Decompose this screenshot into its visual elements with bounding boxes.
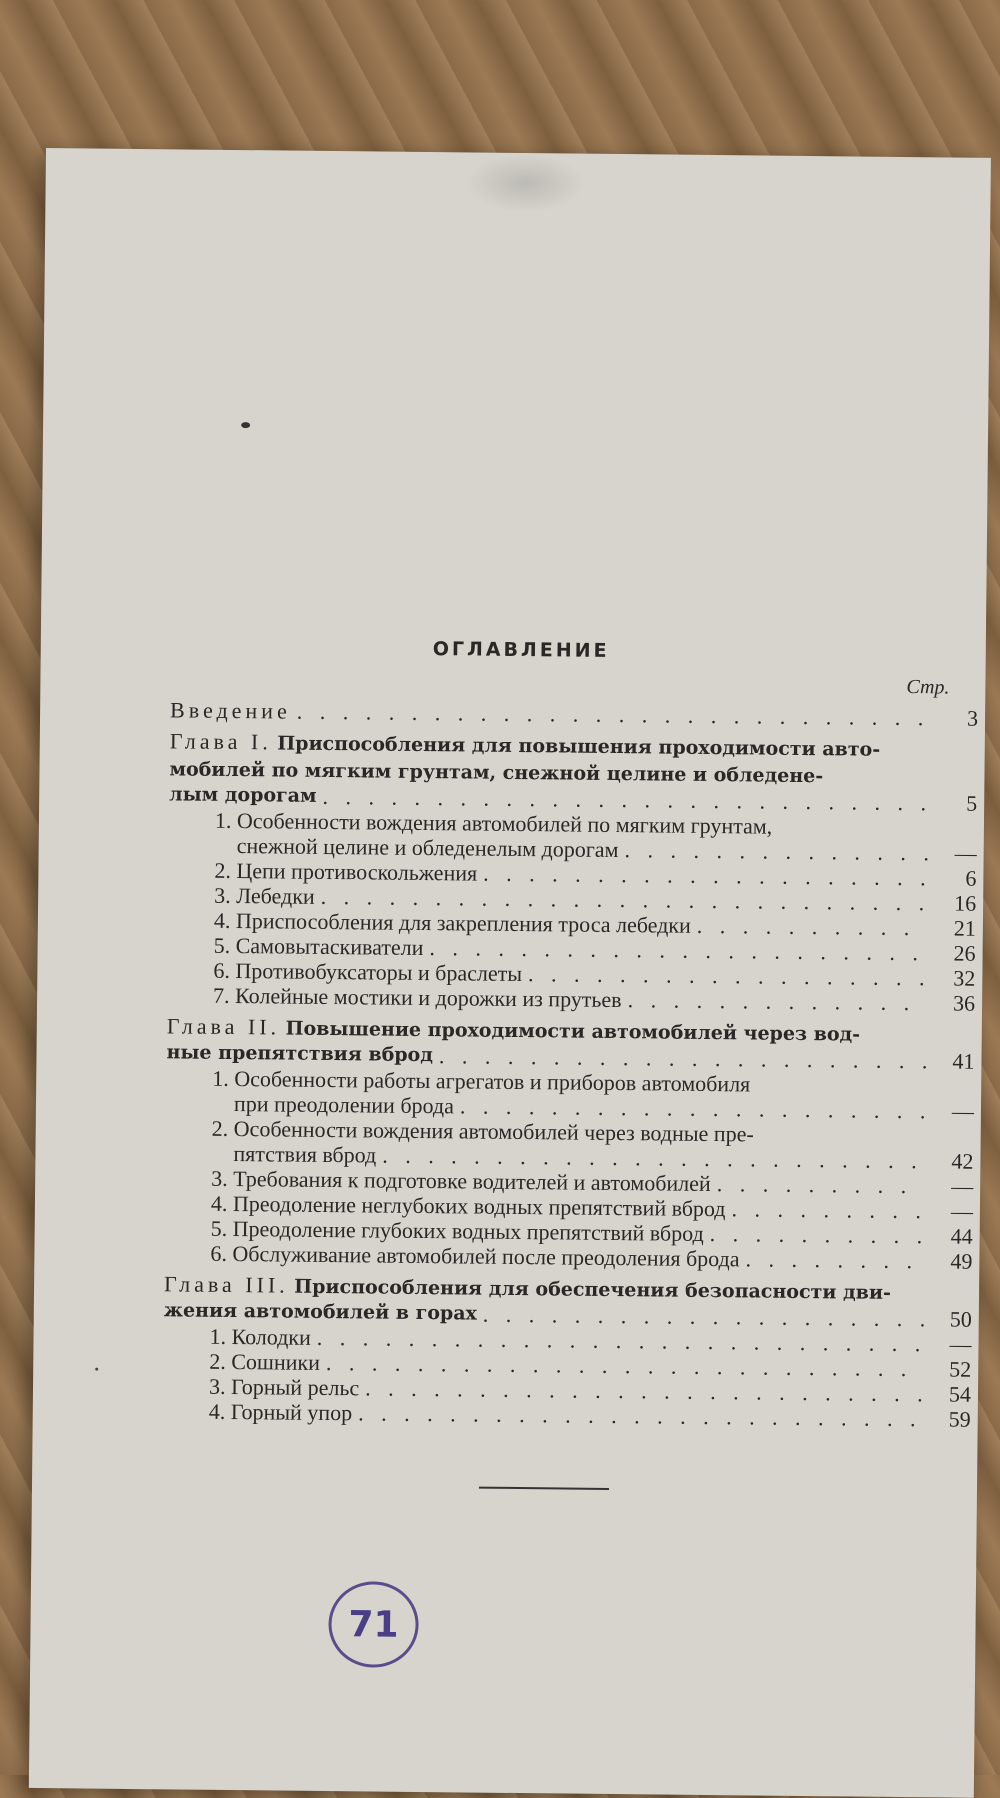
toc-chapter [166,1013,975,1073]
chapter-title-line: ные препятствия вброд [166,1041,434,1067]
section-line: 5. Самовытаскиватели [213,932,424,960]
leader-dots [717,1171,926,1198]
toc-page-number: — [950,1198,974,1224]
section-line: 1. Колодки [209,1323,311,1350]
toc-page-number: 3 [966,705,979,731]
section-line: 4. Приспособления для закрепления троса лебедки [213,907,691,938]
stamp-number: 71 [348,1603,399,1646]
toc-page-number: 52 [949,1356,972,1382]
section-line: 4. Преодоление неглубоких водных препятствий вброд [210,1190,726,1222]
section-line: 3. Горный рельс [208,1373,360,1401]
page-title: ОГЛАВЛЕНИЕ [432,638,610,662]
end-rule [479,1487,609,1490]
leader-dots [710,1221,925,1248]
chapter-title-line: Приспособления для обеспечения безопасности дви- [294,1275,892,1304]
section-line: 5. Преодоление глубоких водных препятствий вброд [210,1215,704,1246]
chapter-label: Глава III. [163,1271,289,1298]
toc-page-number: 54 [948,1381,972,1407]
chapter-title-line: мобилей по мягким грунтам, снежной целине и обледене- [169,758,824,788]
toc-sections [163,1323,972,1431]
toc-page-number: 16 [954,890,977,916]
section-line: 6. Противобуксаторы и браслеты [213,957,523,987]
toc-page-number: 50 [949,1306,972,1332]
leader-dots [697,913,928,940]
toc-sections [164,1065,974,1273]
section-line: 4. Горный упор [208,1398,353,1426]
leader-dots [628,987,928,1015]
leader-dots [624,837,928,865]
toc-sections [167,807,977,1015]
page-fold-shadow [465,152,586,213]
section-line: 1. Особенности вождения автомобилей по мягким грунтам, [214,807,773,839]
toc-page-number: 32 [953,965,976,991]
toc-page-number: — [951,1173,974,1199]
section-line: 6. Обслуживание автомобилей после преодоления брода [210,1240,740,1272]
section-line: при преодолении брода [233,1091,455,1119]
chapter-title-line: Приспособления для повышения проходимости авто- [277,732,881,761]
toc-page-number: 49 [950,1248,973,1274]
section-line: 2. Цепи противоскольжения [214,857,478,886]
section-line: 1. Особенности работы агрегатов и приборов автомобиля [212,1065,751,1097]
toc-intro-label: Введение [169,697,291,724]
toc-page-number: 42 [951,1148,974,1174]
section-line: 2. Особенности вождения автомобилей через водные пре- [211,1115,754,1147]
toc-page-number: 41 [952,1048,975,1074]
ink-spot [241,422,250,428]
ink-speck [95,1368,98,1371]
toc-page-number: — [949,1331,972,1357]
toc-chapter [169,728,978,815]
section-line: 2. Сошники [209,1348,321,1375]
table-of-contents [163,697,979,1431]
toc-chapter [164,1271,973,1331]
section-line: 3. Лебедки [214,882,315,909]
toc-page-number: 26 [953,940,976,966]
leader-dots [297,699,931,731]
toc-page-number: 44 [950,1223,973,1249]
chapter-label: Глава II. [166,1013,281,1040]
toc-intro [170,697,978,730]
chapter-title-line: жения автомобилей в горах [163,1299,478,1325]
chapter-title-line: лым дорогам [169,783,317,807]
chapter-label: Глава I. [169,728,272,755]
toc-page-number: 5 [966,790,978,816]
section-line: пятствия вброд [233,1141,377,1168]
toc-page-number: 59 [948,1406,971,1432]
toc-page-number: 21 [953,915,977,941]
book-page [29,148,991,1798]
chapter-title-line: Повышение проходимости автомобилей через вод- [285,1017,861,1046]
section-line: 7. Колейные мостики и дорожки из прутьев [213,982,622,1013]
page-column-label: Стр. [906,676,950,699]
leader-dots [745,1246,924,1273]
toc-page-number: — [951,1098,975,1124]
section-line: 3. Требования к подготовке водителей и автомобилей [211,1165,711,1197]
ink-stamp [328,1581,419,1668]
toc-page-number: 36 [952,990,976,1016]
section-line: снежной целине и обледенелым дорогам [236,833,619,863]
toc-page-number: — [954,840,977,866]
leader-dots [731,1196,925,1223]
leader-dots [358,1400,923,1431]
toc-page-number: 6 [965,865,977,891]
